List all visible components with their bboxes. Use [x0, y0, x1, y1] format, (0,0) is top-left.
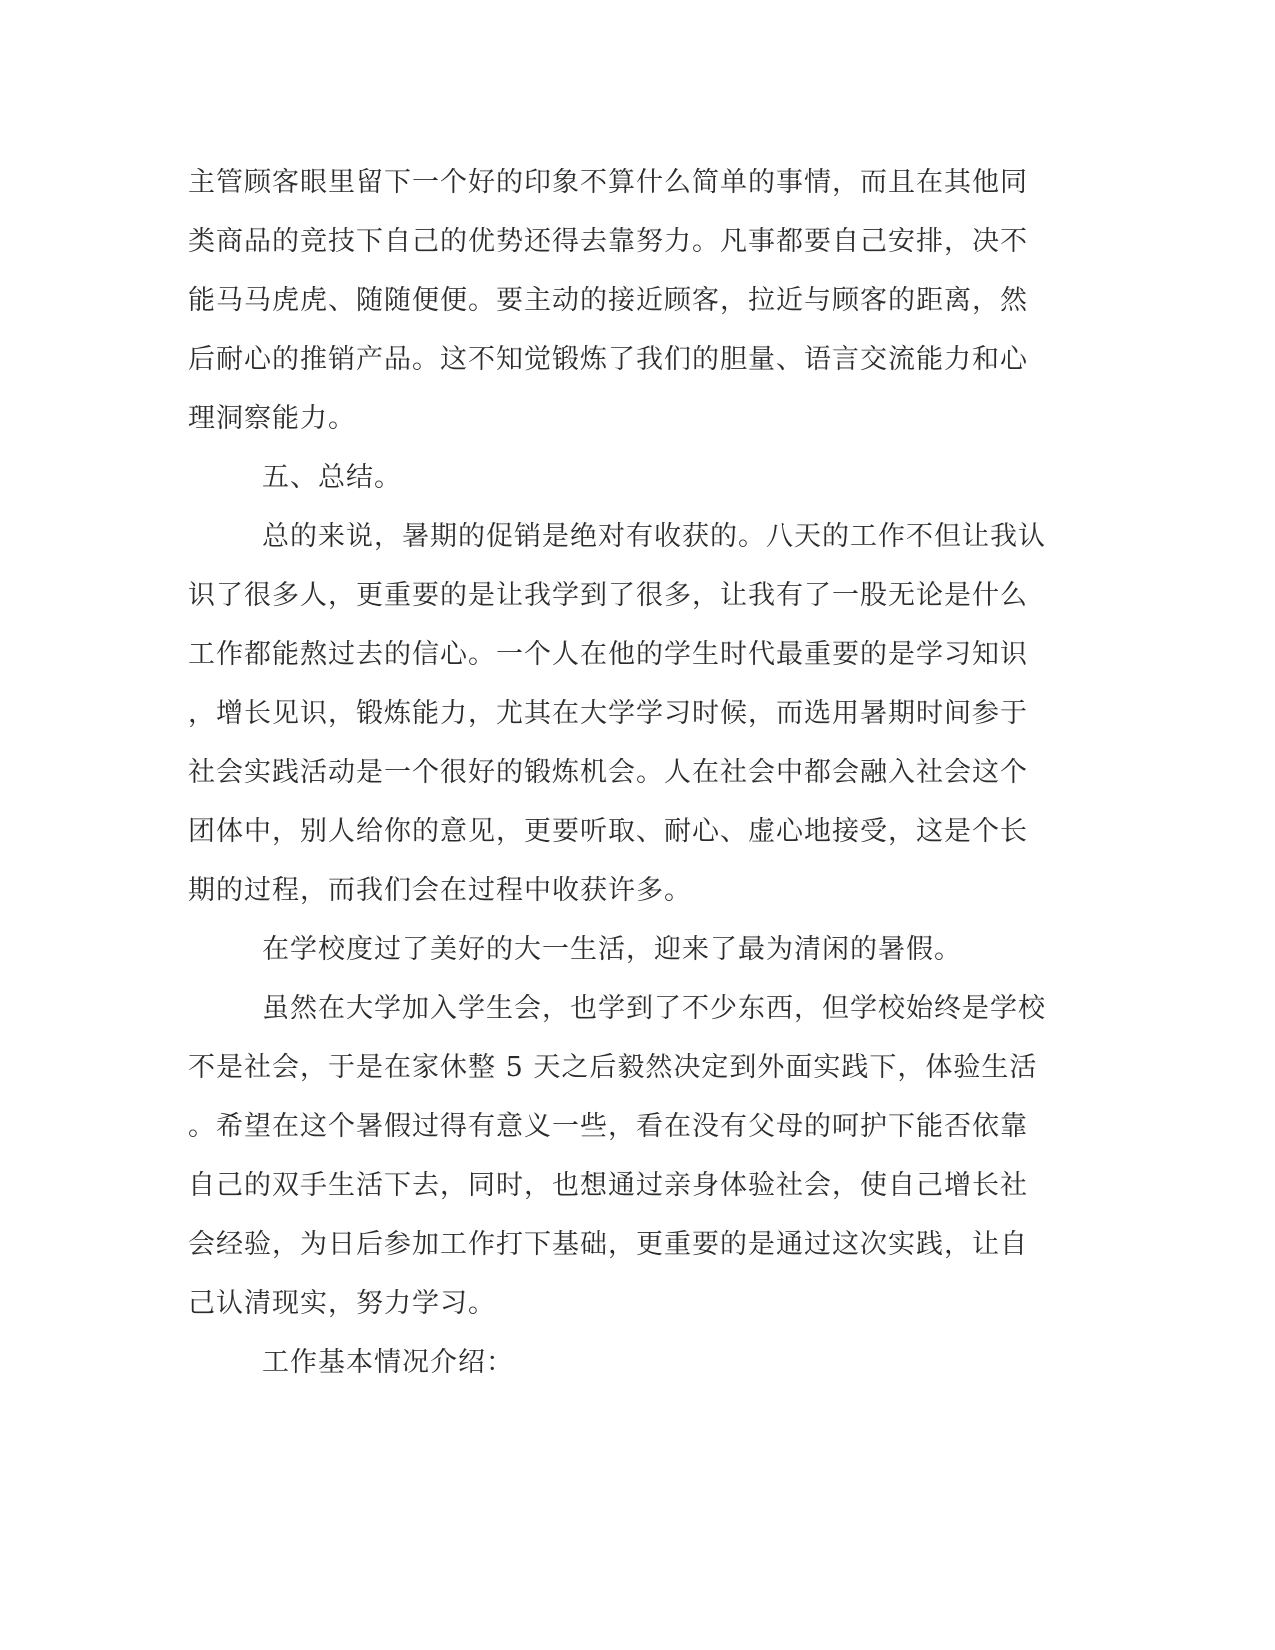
text-line: 。希望在这个暑假过得有意义一些，看在没有父母的呵护下能否依靠 — [188, 1111, 1028, 1142]
text-line: 能马马虎虎、随随便便。要主动的接近顾客，拉近与顾客的距离，然 — [188, 285, 1028, 316]
text-line: 识了很多人，更重要的是让我学到了很多，让我有了一股无论是什么 — [188, 580, 1028, 611]
text-line: 团体中，别人给你的意见，更要听取、耐心、虚心地接受，这是个长 — [188, 816, 1028, 847]
text-line: 会经验，为日后参加工作打下基础，更重要的是通过这次实践，让自 — [188, 1229, 1028, 1260]
text-line: 不是社会，于是在家休整 5 天之后毅然决定到外面实践下，体验生活 — [188, 1052, 1038, 1083]
text-line: 类商品的竞技下自己的优势还得去靠努力。凡事都要自己安排，决不 — [188, 226, 1028, 257]
text-line: 自己的双手生活下去，同时，也想通过亲身体验社会，使自己增长社 — [188, 1170, 1028, 1201]
text-line: 总的来说，暑期的促销是绝对有收获的。八天的工作不但让我认 — [262, 521, 1046, 552]
text-line: 工作都能熬过去的信心。一个人在他的学生时代最重要的是学习知识 — [188, 639, 1028, 670]
text-line: 期的过程，而我们会在过程中收获许多。 — [188, 875, 692, 906]
text-line: 虽然在大学加入学生会，也学到了不少东西，但学校始终是学校 — [262, 993, 1046, 1024]
text-line: 主管顾客眼里留下一个好的印象不算什么简单的事情，而且在其他同 — [188, 167, 1028, 198]
text-line: 理洞察能力。 — [188, 403, 356, 434]
section-heading: 五、总结。 — [262, 462, 402, 493]
text-line: 己认清现实，努力学习。 — [188, 1288, 496, 1319]
text-line: ，增长见识，锻炼能力，尤其在大学学习时候，而选用暑期时间参于 — [188, 698, 1028, 729]
text-line: 社会实践活动是一个很好的锻炼机会。人在社会中都会融入社会这个 — [188, 757, 1028, 788]
text-line: 在学校度过了美好的大一生活，迎来了最为清闲的暑假。 — [262, 934, 962, 965]
section-heading: 工作基本情况介绍： — [262, 1347, 514, 1378]
text-line: 后耐心的推销产品。这不知觉锻炼了我们的胆量、语言交流能力和心 — [188, 344, 1028, 375]
